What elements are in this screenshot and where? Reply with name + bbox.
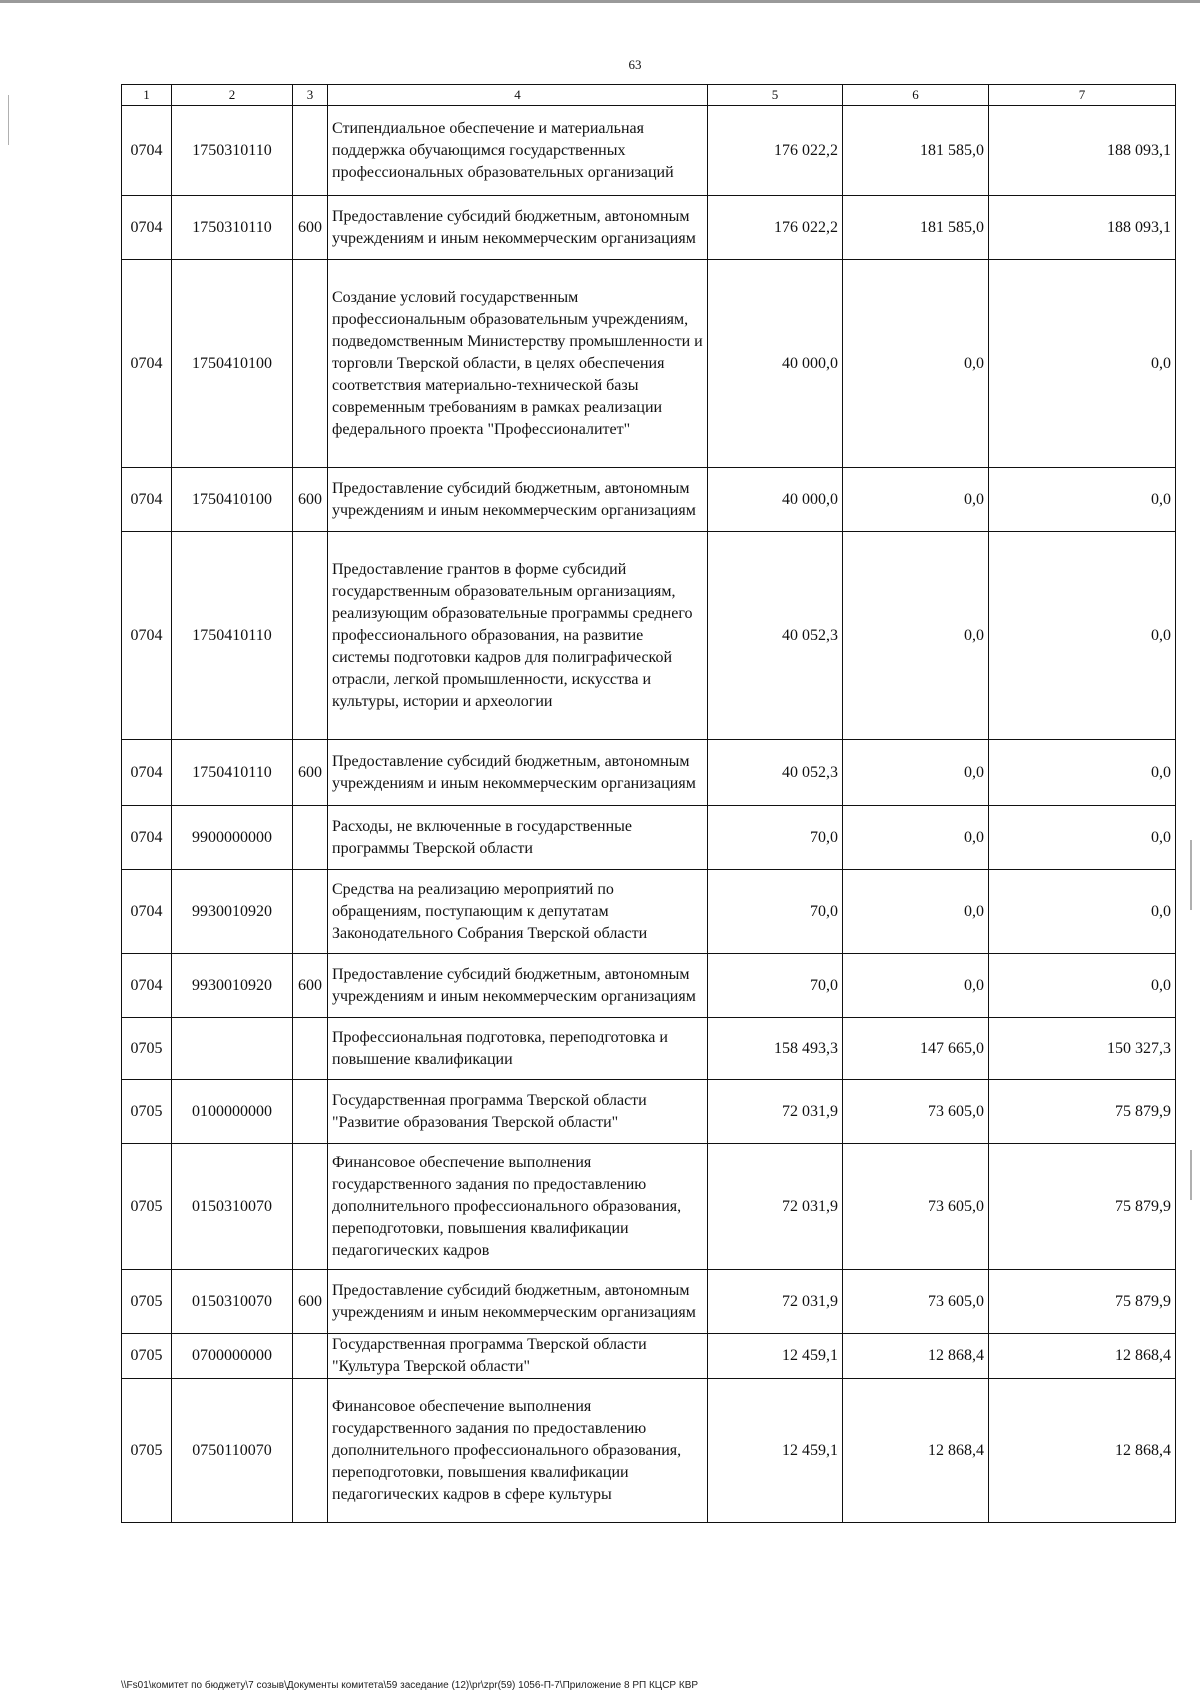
section-cell: 0705 [122, 1270, 172, 1334]
scan-artifact [1190, 1150, 1192, 1200]
amount-cell: 176 022,2 [708, 106, 843, 196]
table-row [122, 740, 1176, 806]
target-code-cell: 0150310070 [172, 1270, 293, 1334]
table-row [122, 806, 1176, 870]
target-code-cell: 0100000000 [172, 1080, 293, 1144]
target-code-cell: 1750310110 [172, 196, 293, 260]
column-header: 7 [989, 85, 1176, 106]
expense-type-cell [293, 1018, 328, 1080]
amount-cell: 40 000,0 [708, 260, 843, 468]
section-cell: 0704 [122, 532, 172, 740]
scan-artifact [1190, 840, 1192, 910]
expense-type-cell: 600 [293, 954, 328, 1018]
table-row [122, 1270, 1176, 1334]
target-code-cell: 0150310070 [172, 1144, 293, 1270]
description-cell: Создание условий государственным профессиональным образовательным учреждениям, подведомственным Министерству промышленности и торговли Тверской области, в целях обеспечения соответствия материально-технической базы современным требованиям в рамках реализации федерального проекта "Профессионалитет" [328, 260, 708, 468]
amount-cell: 73 605,0 [843, 1144, 989, 1270]
amount-cell: 73 605,0 [843, 1080, 989, 1144]
amount-cell: 0,0 [843, 532, 989, 740]
description-cell: Стипендиальное обеспечение и материальная поддержка обучающимся государственных профессиональных образовательных организаций [328, 106, 708, 196]
amount-cell: 188 093,1 [989, 196, 1176, 260]
section-cell: 0704 [122, 954, 172, 1018]
page-number: 63 [628, 57, 642, 72]
target-code-cell: 1750410100 [172, 260, 293, 468]
column-header: 3 [293, 85, 328, 106]
description-cell: Предоставление субсидий бюджетным, автономным учреждениям и иным некоммерческим организациям [328, 954, 708, 1018]
target-code-cell: 9900000000 [172, 806, 293, 870]
amount-cell: 0,0 [989, 532, 1176, 740]
amount-cell: 70,0 [708, 954, 843, 1018]
amount-cell: 73 605,0 [843, 1270, 989, 1334]
expense-type-cell [293, 1144, 328, 1270]
expense-type-cell [293, 260, 328, 468]
amount-cell: 72 031,9 [708, 1144, 843, 1270]
amount-cell: 176 022,2 [708, 196, 843, 260]
expense-type-cell [293, 1080, 328, 1144]
amount-cell: 75 879,9 [989, 1144, 1176, 1270]
description-cell: Финансовое обеспечение выполнения государственного задания по предоставлению дополнительного профессионального образования, переподготовки, повышения квалификации педагогических кадров в сфере культуры [328, 1379, 708, 1523]
target-code-cell [172, 1018, 293, 1080]
amount-cell: 12 868,4 [989, 1379, 1176, 1523]
target-code-cell: 1750410100 [172, 468, 293, 532]
amount-cell: 12 459,1 [708, 1334, 843, 1379]
expense-type-cell: 600 [293, 1270, 328, 1334]
table-row [122, 196, 1176, 260]
target-code-cell: 0750110070 [172, 1379, 293, 1523]
description-cell: Расходы, не включенные в государственные программы Тверской области [328, 806, 708, 870]
section-cell: 0705 [122, 1144, 172, 1270]
description-cell: Предоставление субсидий бюджетным, автономным учреждениям и иным некоммерческим организациям [328, 468, 708, 532]
expense-type-cell [293, 1379, 328, 1523]
amount-cell: 72 031,9 [708, 1270, 843, 1334]
section-cell: 0704 [122, 806, 172, 870]
amount-cell: 181 585,0 [843, 106, 989, 196]
amount-cell: 0,0 [989, 740, 1176, 806]
amount-cell: 40 052,3 [708, 532, 843, 740]
amount-cell: 158 493,3 [708, 1018, 843, 1080]
section-cell: 0704 [122, 106, 172, 196]
amount-cell: 70,0 [708, 806, 843, 870]
table-row [122, 1379, 1176, 1523]
amount-cell: 0,0 [989, 806, 1176, 870]
section-cell: 0705 [122, 1080, 172, 1144]
amount-cell: 12 868,4 [989, 1334, 1176, 1379]
amount-cell: 0,0 [989, 954, 1176, 1018]
column-header: 5 [708, 85, 843, 106]
expense-type-cell: 600 [293, 196, 328, 260]
amount-cell: 0,0 [843, 468, 989, 532]
amount-cell: 12 459,1 [708, 1379, 843, 1523]
amount-cell: 150 327,3 [989, 1018, 1176, 1080]
column-header-row [122, 85, 1176, 106]
amount-cell: 0,0 [843, 740, 989, 806]
description-cell: Государственная программа Тверской области "Развитие образования Тверской области" [328, 1080, 708, 1144]
amount-cell: 181 585,0 [843, 196, 989, 260]
amount-cell: 147 665,0 [843, 1018, 989, 1080]
description-cell: Государственная программа Тверской области "Культура Тверской области" [328, 1334, 708, 1379]
expense-type-cell: 600 [293, 468, 328, 532]
amount-cell: 75 879,9 [989, 1270, 1176, 1334]
table-row [122, 468, 1176, 532]
amount-cell: 0,0 [843, 806, 989, 870]
section-cell: 0704 [122, 468, 172, 532]
target-code-cell: 1750310110 [172, 106, 293, 196]
section-cell: 0704 [122, 260, 172, 468]
table-row [122, 532, 1176, 740]
column-header: 4 [328, 85, 708, 106]
column-header: 2 [172, 85, 293, 106]
table-row [122, 1080, 1176, 1144]
amount-cell: 188 093,1 [989, 106, 1176, 196]
expense-type-cell [293, 870, 328, 954]
amount-cell: 72 031,9 [708, 1080, 843, 1144]
table-row [122, 106, 1176, 196]
column-header: 1 [122, 85, 172, 106]
table-row [122, 1144, 1176, 1270]
section-cell: 0705 [122, 1334, 172, 1379]
table-row [122, 954, 1176, 1018]
section-cell: 0704 [122, 740, 172, 806]
description-cell: Предоставление грантов в форме субсидий государственным образовательным организациям, реализующим образовательные программы среднего профессионального образования, на развитие системы подготовки кадров для полиграфической отрасли, легкой промышленности, искусства и культуры, истории и археологии [328, 532, 708, 740]
amount-cell: 70,0 [708, 870, 843, 954]
amount-cell: 12 868,4 [843, 1379, 989, 1523]
description-cell: Предоставление субсидий бюджетным, автономным учреждениям и иным некоммерческим организациям [328, 196, 708, 260]
description-cell: Финансовое обеспечение выполнения государственного задания по предоставлению дополнительного профессионального образования, переподготовки, повышения квалификации педагогических кадров [328, 1144, 708, 1270]
description-cell: Предоставление субсидий бюджетным, автономным учреждениям и иным некоммерческим организациям [328, 1270, 708, 1334]
expense-type-cell [293, 106, 328, 196]
amount-cell: 0,0 [989, 260, 1176, 468]
target-code-cell: 9930010920 [172, 870, 293, 954]
amount-cell: 40 052,3 [708, 740, 843, 806]
amount-cell: 75 879,9 [989, 1080, 1176, 1144]
amount-cell: 0,0 [843, 870, 989, 954]
budget-table [121, 84, 1176, 1523]
top-scan-line [0, 0, 1200, 3]
column-header: 6 [843, 85, 989, 106]
scan-artifact [8, 95, 9, 145]
section-cell: 0704 [122, 196, 172, 260]
description-cell: Средства на реализацию мероприятий по обращениям, поступающим к депутатам Законодательного Собрания Тверской области [328, 870, 708, 954]
description-cell: Профессиональная подготовка, переподготовка и повышение квалификации [328, 1018, 708, 1080]
section-cell: 0705 [122, 1018, 172, 1080]
section-cell: 0705 [122, 1379, 172, 1523]
table-row [122, 1334, 1176, 1379]
section-cell: 0704 [122, 870, 172, 954]
amount-cell: 0,0 [843, 954, 989, 1018]
amount-cell: 40 000,0 [708, 468, 843, 532]
target-code-cell: 9930010920 [172, 954, 293, 1018]
amount-cell: 0,0 [843, 260, 989, 468]
expense-type-cell [293, 532, 328, 740]
file-path-footer: \\Fs01\комитет по бюджету\7 созыв\Документы комитета\59 заседание (12)\pr\zpr(59) 1056-П-7\Приложение 8 РП КЦСР КВР [121, 1680, 699, 1691]
target-code-cell: 1750410110 [172, 532, 293, 740]
target-code-cell: 0700000000 [172, 1334, 293, 1379]
expense-type-cell [293, 806, 328, 870]
amount-cell: 12 868,4 [843, 1334, 989, 1379]
amount-cell: 0,0 [989, 468, 1176, 532]
expense-type-cell [293, 1334, 328, 1379]
amount-cell: 0,0 [989, 870, 1176, 954]
table-row [122, 1018, 1176, 1080]
table-row [122, 870, 1176, 954]
table-row [122, 260, 1176, 468]
target-code-cell: 1750410110 [172, 740, 293, 806]
description-cell: Предоставление субсидий бюджетным, автономным учреждениям и иным некоммерческим организациям [328, 740, 708, 806]
expense-type-cell: 600 [293, 740, 328, 806]
